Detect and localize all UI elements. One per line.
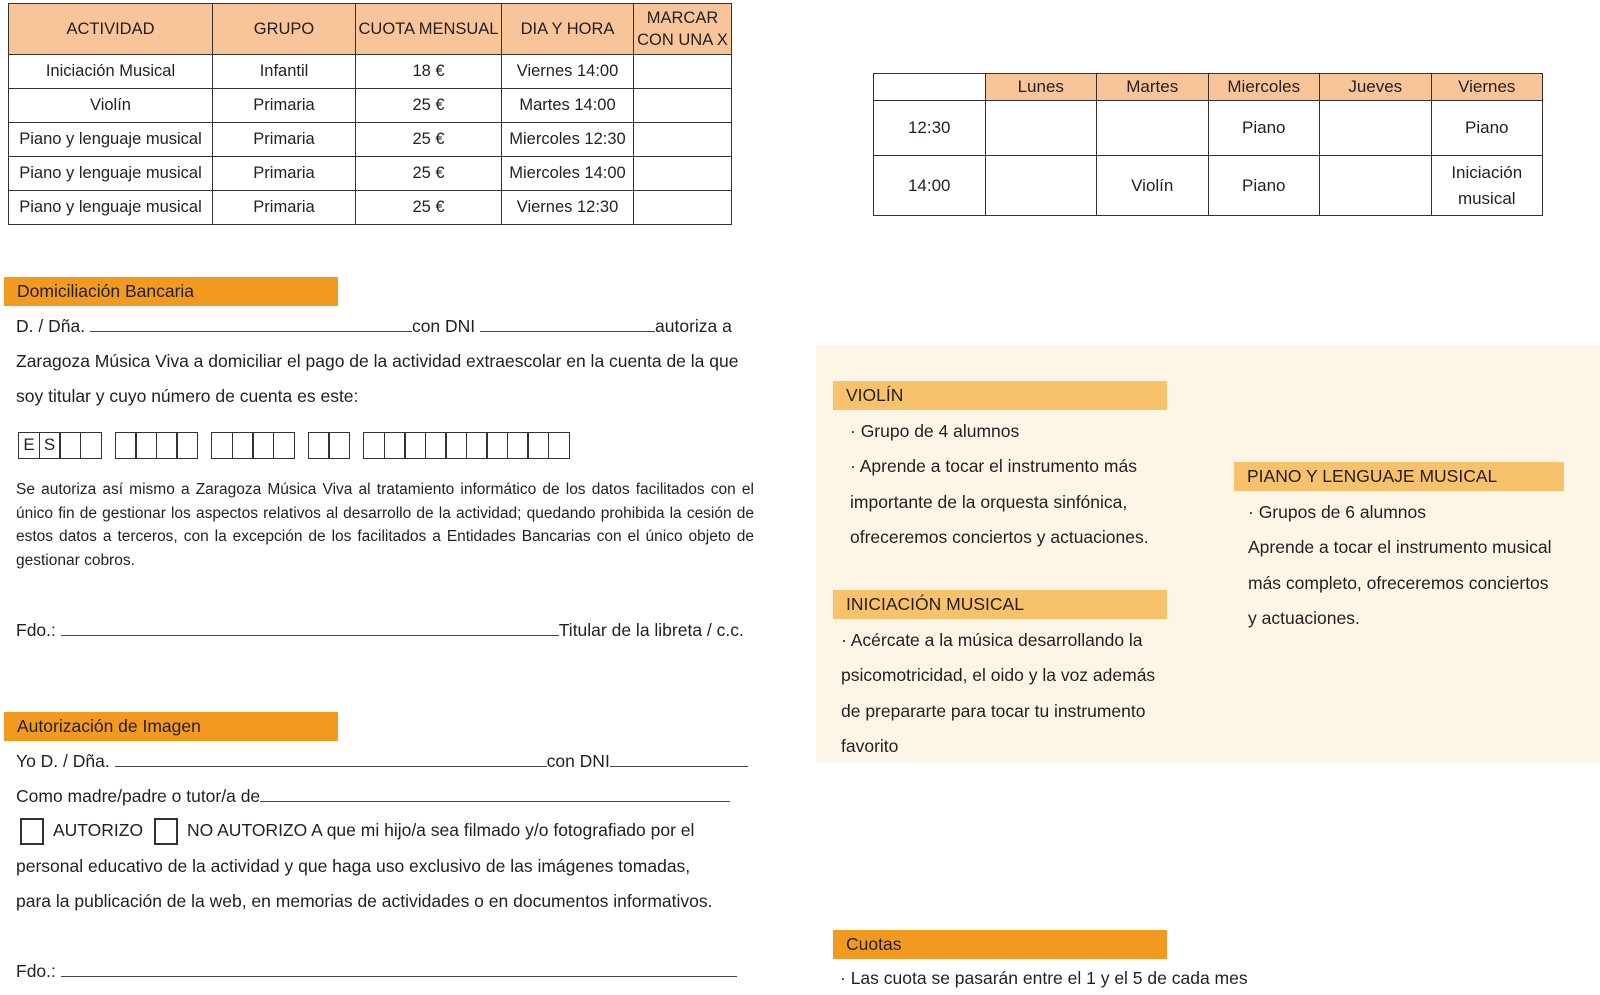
col-dia-hora: DIA Y HORA — [502, 4, 634, 55]
schedule-table — [873, 73, 1543, 216]
mark-cell[interactable] — [634, 123, 732, 157]
cell-grupo: Primaria — [213, 157, 356, 191]
schedule-row — [874, 101, 1543, 156]
cell-actividad: Piano y lenguaje musical — [9, 191, 213, 225]
col-cuota: CUOTA MENSUAL — [356, 4, 502, 55]
iban-cell[interactable] — [273, 432, 295, 459]
cell-dia-hora: Miercoles 14:00 — [502, 157, 634, 191]
iban-cell[interactable] — [384, 432, 406, 459]
iniciacion-line: favorito — [841, 735, 899, 756]
cell-cuota: 25 € — [356, 89, 502, 123]
iban-cell[interactable] — [363, 432, 385, 459]
schedule-cell: Piano — [1431, 101, 1543, 156]
schedule-cell — [1320, 156, 1432, 216]
cell-actividad: Violín — [9, 89, 213, 123]
violin-title: VIOLÍN — [833, 381, 1167, 410]
cell-grupo: Primaria — [213, 123, 356, 157]
piano-line: más completo, ofreceremos conciertos — [1248, 572, 1549, 593]
iban-cell[interactable] — [445, 432, 467, 459]
iban-cell[interactable] — [486, 432, 508, 459]
schedule-cell: Piano — [1208, 156, 1320, 216]
image-section-title: Autorización de Imagen — [4, 712, 338, 741]
bank-section-title: Domiciliación Bancaria — [4, 277, 338, 306]
piano-line: Aprende a tocar el instrumento musical — [1248, 537, 1552, 558]
day-jueves: Jueves — [1320, 74, 1432, 101]
bank-name-label: D. / Dña. — [16, 316, 86, 336]
cell-grupo: Primaria — [213, 89, 356, 123]
mark-cell[interactable] — [634, 89, 732, 123]
table-row — [9, 191, 732, 225]
schedule-header-row — [874, 74, 1543, 101]
image-guardian-field[interactable] — [260, 786, 730, 802]
bank-signature-line — [16, 620, 744, 641]
table-row — [9, 157, 732, 191]
activities-header-row — [9, 4, 732, 55]
image-dni-field[interactable] — [610, 751, 748, 767]
image-name-field[interactable] — [115, 751, 547, 767]
cell-dia-hora: Martes 14:00 — [502, 89, 634, 123]
iban-group-control — [308, 432, 351, 459]
bank-authorizes-text: autoriza a — [655, 316, 732, 336]
col-grupo: GRUPO — [213, 4, 356, 55]
iban-cell[interactable] — [507, 432, 529, 459]
schedule-time: 12:30 — [874, 101, 986, 156]
iban-group-branch — [211, 432, 295, 459]
mark-cell[interactable] — [634, 55, 732, 89]
image-signature-label: Fdo.: — [16, 961, 56, 981]
bank-dni-field[interactable] — [480, 316, 655, 332]
image-text-line-2: personal educativo de la actividad y que haga uso exclusivo de las imágenes tomadas, — [16, 856, 691, 876]
fees-text: · Las cuota se pasarán entre el 1 y el 5 de cada mes — [840, 968, 1248, 988]
iniciacion-line: psicomotricidad, el oido y la voz además — [841, 665, 1156, 686]
iban-cell[interactable] — [548, 432, 570, 459]
cell-cuota: 25 € — [356, 157, 502, 191]
schedule-cell — [985, 101, 1097, 156]
col-marcar: MARCAR CON UNA X — [634, 4, 732, 55]
iban-cell[interactable] — [232, 432, 254, 459]
fees-title: Cuotas — [833, 930, 1167, 959]
image-guardian-line — [16, 786, 730, 807]
iban-cell[interactable] — [176, 432, 198, 459]
iniciacion-description — [841, 623, 1155, 764]
iban-cell[interactable] — [404, 432, 426, 459]
iban-input[interactable] — [18, 432, 583, 459]
iban-cell[interactable] — [252, 432, 274, 459]
iban-group-country — [18, 432, 102, 459]
violin-line: · Grupo de 4 alumnos — [850, 421, 1020, 441]
no-autorizo-label: NO AUTORIZO A que mi hijo/a sea filmado y/o fotografiado por el — [186, 820, 695, 841]
mark-cell[interactable] — [634, 191, 732, 225]
day-viernes: Viernes — [1431, 74, 1543, 101]
iban-cell[interactable] — [115, 432, 137, 459]
schedule-cell — [1097, 101, 1209, 156]
schedule-cell — [985, 156, 1097, 216]
iban-cell[interactable] — [59, 432, 81, 459]
bank-holder-label: Titular de la libreta / c.c. — [558, 620, 744, 640]
piano-line: · Grupos de 6 alumnos — [1248, 502, 1427, 522]
day-miercoles: Miercoles — [1208, 74, 1320, 101]
day-lunes: Lunes — [985, 74, 1097, 101]
bank-legal-text: Se autoriza así mismo a Zaragoza Música Viva al tratamiento informático de los datos facilitados con el único fin de gestionar los aspectos relativos al desarrollo de la actividad; quedando prohibida la cesión de estos datos a terceros, con la excepción de los facilitados a Entidades Bancarias con el único objeto de gestionar cobros. — [16, 481, 754, 569]
iban-group-account — [363, 432, 570, 459]
autorizo-label: AUTORIZO — [53, 820, 144, 841]
iban-cell[interactable]: E — [18, 432, 40, 459]
schedule-cell: Piano — [1208, 101, 1320, 156]
cell-actividad: Piano y lenguaje musical — [9, 157, 213, 191]
schedule-row — [874, 156, 1543, 216]
iban-cell[interactable] — [135, 432, 157, 459]
iban-cell[interactable] — [425, 432, 447, 459]
schedule-cell: Violín — [1097, 156, 1209, 216]
cell-cuota: 25 € — [356, 123, 502, 157]
piano-description — [1248, 495, 1551, 636]
violin-description — [850, 414, 1149, 555]
iniciacion-title: INICIACIÓN MUSICAL — [833, 590, 1167, 619]
no-autorizo-checkbox[interactable] — [154, 818, 178, 845]
cell-dia-hora: Miercoles 12:30 — [502, 123, 634, 157]
iban-cell[interactable] — [308, 432, 330, 459]
bank-signature-field[interactable] — [61, 620, 559, 636]
iban-cell[interactable] — [328, 432, 350, 459]
cell-dia-hora: Viernes 14:00 — [502, 55, 634, 89]
schedule-time: 14:00 — [874, 156, 986, 216]
iban-cell[interactable] — [527, 432, 549, 459]
table-row — [9, 123, 732, 157]
iban-cell[interactable]: S — [39, 432, 61, 459]
schedule-corner — [874, 74, 986, 101]
table-row — [9, 55, 732, 89]
violin-line: · Aprende a tocar el instrumento más — [850, 456, 1137, 477]
image-signature-line — [16, 961, 737, 982]
bank-signature-label: Fdo.: — [16, 620, 56, 640]
piano-title: PIANO Y LENGUAJE MUSICAL — [1234, 462, 1564, 491]
mark-cell[interactable] — [634, 157, 732, 191]
cell-actividad: Piano y lenguaje musical — [9, 123, 213, 157]
image-text-line-3: para la publicación de la web, en memorias de actividades o en documentos informativos. — [16, 891, 713, 911]
iban-cell[interactable] — [211, 432, 233, 459]
cell-actividad: Iniciación Musical — [9, 55, 213, 89]
bank-text-line-2: Zaragoza Música Viva a domiciliar el pago de la actividad extraescolar en la cuenta de la que — [16, 351, 739, 371]
activities-table — [8, 3, 732, 225]
cell-grupo: Infantil — [213, 55, 356, 89]
image-name-line — [16, 751, 748, 772]
image-name-label: Yo D. / Dña. — [16, 751, 110, 771]
autorizo-checkbox[interactable] — [20, 818, 44, 845]
iban-cell[interactable] — [80, 432, 102, 459]
table-row — [9, 89, 732, 123]
cell-cuota: 25 € — [356, 191, 502, 225]
schedule-cell — [1320, 101, 1432, 156]
col-actividad: ACTIVIDAD — [9, 4, 213, 55]
cell-dia-hora: Viernes 12:30 — [502, 191, 634, 225]
violin-line: importante de la orquesta sinfónica, — [850, 491, 1128, 512]
cell-grupo: Primaria — [213, 191, 356, 225]
iban-cell[interactable] — [466, 432, 488, 459]
iban-group-bank — [115, 432, 199, 459]
iniciacion-line: de prepararte para tocar tu instrumento — [841, 700, 1146, 721]
image-consent-line — [20, 818, 694, 845]
violin-line: ofreceremos conciertos y actuaciones. — [850, 526, 1149, 547]
image-dni-label: con DNI — [546, 751, 610, 771]
schedule-cell: Iniciación musical — [1431, 156, 1543, 216]
bank-name-field[interactable] — [90, 316, 412, 332]
cell-cuota: 18 € — [356, 55, 502, 89]
bank-dni-label: con DNI — [411, 316, 476, 336]
iban-cell[interactable] — [156, 432, 178, 459]
iniciacion-line: · Acércate a la música desarrollando la — [841, 630, 1143, 650]
piano-line: y actuaciones. — [1248, 607, 1360, 628]
image-guardian-label: Como madre/padre o tutor/a de — [16, 786, 261, 806]
image-signature-field[interactable] — [61, 961, 737, 977]
day-martes: Martes — [1097, 74, 1209, 101]
bank-name-line — [16, 316, 732, 337]
bank-text-line-3: soy titular y cuyo número de cuenta es este: — [16, 386, 359, 406]
